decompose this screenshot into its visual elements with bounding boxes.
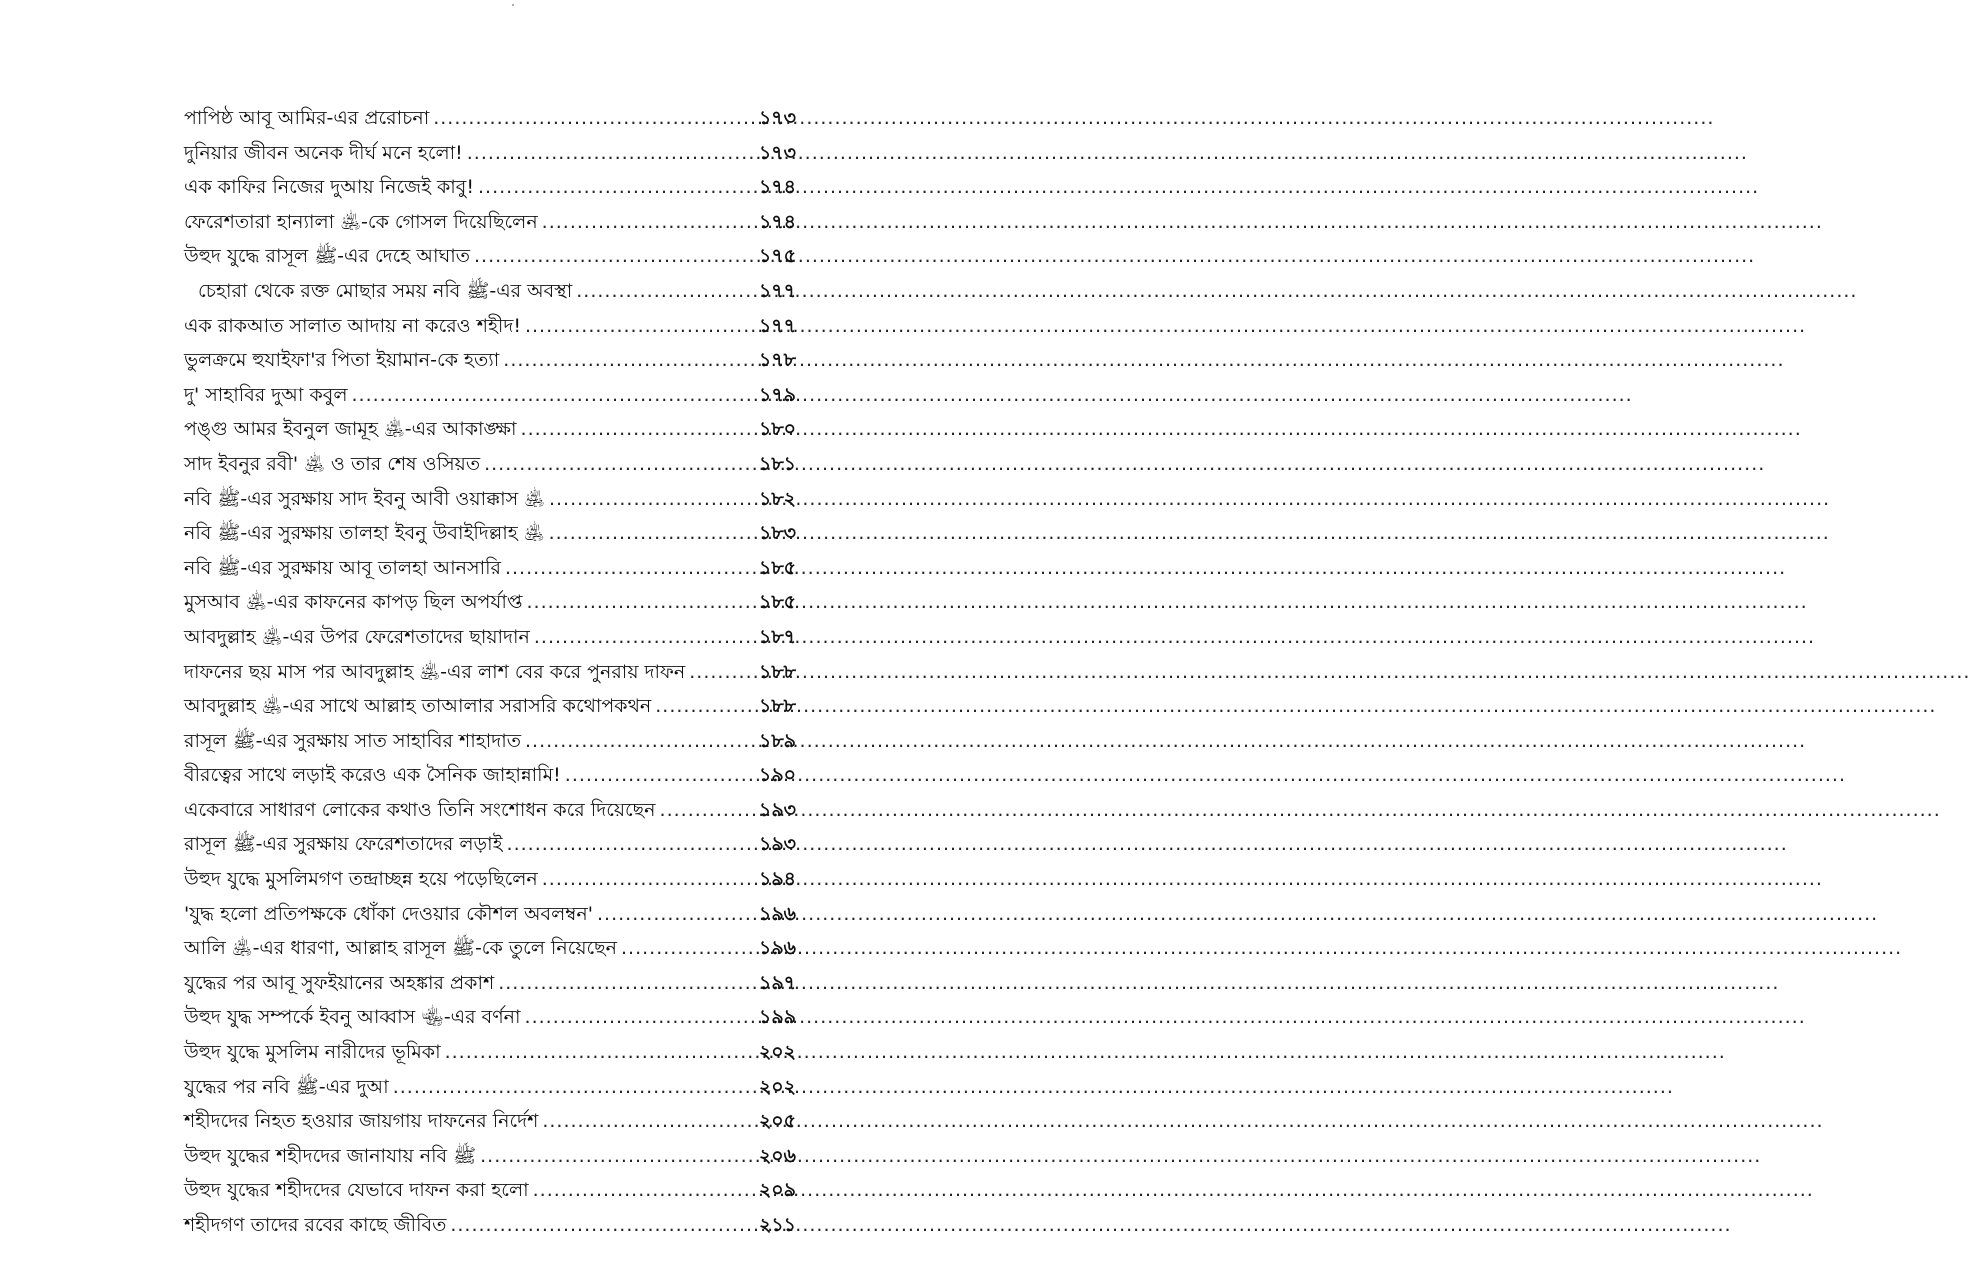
toc-entry-page-number: ১৯৭ (758, 971, 796, 994)
scan-speck (512, 4, 514, 6)
toc-entry-page-number: ১৭৮ (758, 349, 796, 372)
toc-entry-title: যুদ্ধের পর নবি ﷺ-এর দুআ (184, 1075, 389, 1098)
toc-entry-page-number: ১৭৩ (758, 107, 796, 129)
toc-entry-page-number: ১৮০ (758, 418, 796, 441)
toc-entry-title: দাফনের ছয় মাস পর আবদুল্লাহ ﵁-এর লাশ বের করে পুনরায় দাফন (184, 660, 686, 683)
toc-entry-page-number: ১৯৪ (759, 868, 796, 891)
toc-entry-title: নবি ﷺ-এর সুরক্ষায় তালহা ইবনু উবাইদিল্লাহ ﵁ (184, 522, 545, 545)
toc-entry-title: এক রাকআত সালাত আদায় না করেও শহীদ! (184, 314, 521, 337)
toc-entry (184, 897, 796, 932)
toc-entry-page-number: ১৮৫ (759, 556, 796, 579)
toc-entry-title: মুসআব ﵁-এর কাফনের কাপড় ছিল অপর্যাপ্ত (184, 591, 523, 614)
toc-entry-title: 'যুদ্ধ হলো প্রতিপক্ষকে ধোঁকা দেওয়ার কৌশল অবলম্বন' (184, 902, 593, 925)
toc-entry (184, 1173, 796, 1208)
toc-entry-title: নবি ﷺ-এর সুরক্ষায় সাদ ইবনু আবী ওয়াক্কাস ﵁ (184, 487, 545, 510)
dot-leader (525, 309, 755, 344)
toc-entry-page-number: ১৯৩ (758, 798, 796, 821)
toc-entry-title: রাসূল ﷺ-এর সুরক্ষায় সাত সাহাবির শাহাদাত (184, 729, 522, 752)
toc-entry (184, 101, 796, 136)
toc-entry-title: শহীদদের নিহত হওয়ার জায়গায় দাফনের নির্দেশ (184, 1110, 539, 1133)
toc-entry-page-number: ১৭৩ (758, 141, 796, 164)
dot-leader (450, 1208, 755, 1243)
dot-leader (534, 620, 755, 655)
dot-leader (576, 274, 755, 309)
toc-entry-title: ভুলক্রমে হুযাইফা'র পিতা ইয়ামান-কে হত্যা (184, 349, 500, 372)
toc-entry (184, 1104, 796, 1139)
toc-entry-title: পাপিষ্ঠ আবূ আমির-এর প্ররোচনা (184, 107, 430, 129)
toc-entry-page-number: ২০২ (758, 1075, 796, 1098)
toc-entry-title: নবি ﷺ-এর সুরক্ষায় আবূ তালহা আনসারি (184, 556, 501, 579)
dot-leader (521, 412, 755, 447)
toc-entry (184, 1139, 796, 1174)
toc-entry (184, 378, 796, 413)
toc-entry-title: ফেরেশতারা হান্যালা ﵁-কে গোসল দিয়েছিলেন (184, 210, 538, 233)
dot-leader (621, 931, 755, 966)
toc-entry (184, 1208, 796, 1243)
dot-leader (445, 1035, 755, 1070)
toc-entry-title: দু' সাহাবির দুআ কবুল (184, 383, 348, 406)
table-of-contents (184, 101, 796, 1243)
toc-entry-page-number: ১৭৪ (758, 210, 796, 233)
toc-entry-title: বীরত্বের সাথে লড়াই করেও এক সৈনিক জাহান্নামি! (184, 764, 561, 787)
dot-leader (655, 689, 755, 724)
toc-entry-page-number: ২০৫ (758, 1110, 796, 1133)
toc-entry-page-number: ১৭৭ (758, 314, 796, 337)
dot-leader (352, 378, 755, 413)
toc-entry-page-number: ১৮৮ (759, 695, 796, 718)
toc-entry (184, 793, 796, 828)
toc-entry-page-number: ১৮৯ (759, 729, 796, 752)
dot-leader (660, 793, 755, 828)
toc-entry (184, 447, 796, 482)
toc-entry-page-number: ২০৬ (758, 1144, 796, 1167)
toc-entry-page-number: ১৮৮ (759, 660, 796, 683)
toc-entry-title: একেবারে সাধারণ লোকের কথাও তিনি সংশোধন করে দিয়েছেন (184, 798, 656, 821)
toc-entry-page-number: ১৭৪ (758, 176, 796, 199)
toc-entry (184, 689, 796, 724)
toc-entry-title: উহুদ যুদ্ধ সম্পর্কে ইবনু আব্বাস ﵄-এর বর্ণনা (184, 1006, 521, 1029)
toc-entry (184, 1070, 796, 1105)
toc-entry (184, 136, 796, 171)
toc-entry-page-number: ১৮৩ (758, 522, 796, 545)
toc-entry (184, 724, 796, 759)
toc-entry-page-number: ১৯৬ (758, 902, 796, 925)
toc-entry (184, 655, 796, 690)
toc-entry-page-number: ১৭৭ (758, 279, 796, 302)
dot-leader (498, 966, 755, 1001)
toc-entry (184, 1000, 796, 1035)
toc-entry (184, 205, 796, 240)
toc-entry-title: উহুদ যুদ্ধে মুসলিমগণ তন্দ্রাচ্ছন্ন হয়ে পড়েছিলেন (184, 868, 538, 891)
toc-entry-title: উহুদ যুদ্ধের শহীদদের যেভাবে দাফন করা হলো (184, 1179, 529, 1202)
toc-entry-title: দুনিয়ার জীবন অনেক দীর্ঘ মনে হলো! (184, 141, 463, 164)
toc-entry-title: সাদ ইবনুর রবী' ﵁ ও তার শেষ ওসিয়ত (184, 452, 481, 475)
toc-entry-title: আলি ﵁-এর ধারণা, আল্লাহ রাসূল ﷺ-কে তুলে নিয়েছেন (184, 937, 618, 960)
toc-entry-page-number: ১৮৫ (759, 591, 796, 614)
toc-entry-page-number: ১৯৩ (758, 833, 796, 856)
toc-entry (184, 758, 796, 793)
dot-leader (467, 136, 755, 171)
toc-entry-title: শহীদগণ তাদের রবের কাছে জীবিত (184, 1214, 447, 1236)
dot-leader (480, 1139, 755, 1174)
toc-entry-title: উহুদ যুদ্ধে রাসূল ﷺ-এর দেহে আঘাত (184, 245, 470, 268)
dot-leader (525, 1000, 755, 1035)
toc-entry-title: উহুদ যুদ্ধে মুসলিম নারীদের ভূমিকা (184, 1041, 441, 1064)
toc-entry-page-number: ১৭৫ (758, 245, 796, 268)
dot-leader (478, 170, 755, 205)
toc-entry-title: উহুদ যুদ্ধের শহীদদের জানাযায় নবি ﷺ (184, 1144, 477, 1167)
dot-leader (505, 551, 755, 586)
dot-leader (527, 585, 756, 620)
toc-entry (184, 966, 796, 1001)
toc-entry-page-number: ২০৯ (758, 1179, 796, 1202)
toc-entry-page-number: ১৮২ (758, 487, 796, 510)
toc-entry-title: আবদুল্লাহ ﵁-এর উপর ফেরেশতাদের ছায়াদান (184, 625, 530, 648)
toc-entry (184, 274, 796, 309)
toc-entry-title: যুদ্ধের পর আবূ সুফইয়ানের অহঙ্কার প্রকাশ (184, 971, 495, 994)
toc-entry-page-number: ১৮১ (759, 452, 796, 475)
toc-entry (184, 343, 796, 378)
dot-leader (565, 758, 755, 793)
dot-leader (689, 655, 755, 690)
dot-leader (503, 343, 755, 378)
dot-leader (433, 101, 755, 136)
toc-entry (184, 620, 796, 655)
dot-leader (542, 1104, 755, 1139)
dot-leader (533, 1173, 755, 1208)
toc-entry (184, 551, 796, 586)
toc-entry (184, 482, 796, 517)
toc-entry (184, 170, 796, 205)
dot-leader (542, 205, 755, 240)
toc-entry (184, 862, 796, 897)
toc-entry (184, 309, 796, 344)
dot-leader (542, 862, 755, 897)
toc-entry-page-number: ১৮৭ (758, 625, 796, 648)
dot-leader (484, 447, 755, 482)
toc-entry (184, 1035, 796, 1070)
toc-entry-title: পঙ্গু আমর ইবনুল জামূহ ﵁-এর আকাঙ্ক্ষা (184, 418, 517, 441)
toc-entry-page-number: ১৯৯ (759, 1006, 796, 1029)
toc-entry (184, 585, 796, 620)
book-page (0, 0, 876, 1274)
toc-entry-title: রাসূল ﷺ-এর সুরক্ষায় ফেরেশতাদের লড়াই (184, 833, 503, 856)
toc-entry (184, 239, 796, 274)
toc-entry (184, 516, 796, 551)
toc-entry-page-number: ২১১ (758, 1214, 796, 1236)
dot-leader (393, 1070, 755, 1105)
toc-entry (184, 931, 796, 966)
dot-leader (507, 827, 755, 862)
dot-leader (525, 724, 755, 759)
toc-entry (184, 827, 796, 862)
toc-entry-page-number: ১৯৬ (758, 937, 796, 960)
toc-entry-page-number: ২০২ (758, 1041, 796, 1064)
dot-leader (549, 516, 755, 551)
dot-leader (474, 239, 755, 274)
toc-entry-title: চেহারা থেকে রক্ত মোছার সময় নবি ﷺ-এর অবস্থা (198, 279, 573, 302)
toc-entry-title: আবদুল্লাহ ﵁-এর সাথে আল্লাহ তাআলার সরাসরি কথোপকথন (184, 695, 652, 718)
toc-entry-page-number: ১৯০ (758, 764, 796, 787)
dot-leader (597, 897, 755, 932)
toc-entry-title: এক কাফির নিজের দুআয় নিজেই কাবু! (184, 176, 475, 199)
toc-entry-page-number: ১৭৯ (758, 383, 796, 406)
dot-leader (549, 482, 755, 517)
toc-entry (184, 412, 796, 447)
